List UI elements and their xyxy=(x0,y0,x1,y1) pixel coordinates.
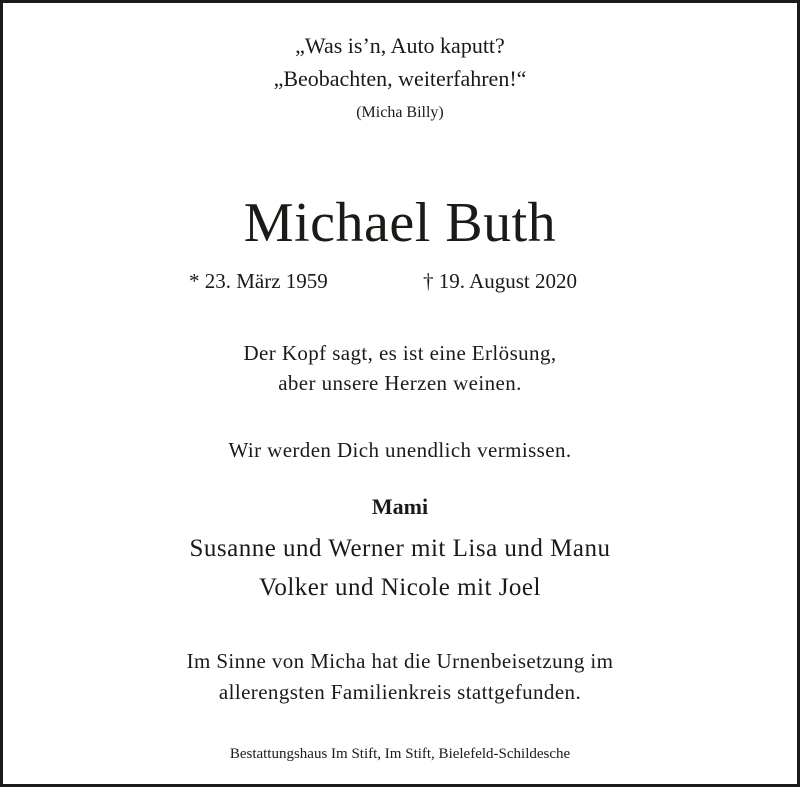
quote-attribution: (Micha Billy) xyxy=(356,104,444,121)
quote-line-1: „Was is’n, Auto kaputt? xyxy=(295,33,505,58)
text-line-3: Wir werden Dich unendlich vermissen. xyxy=(228,438,572,462)
deceased-name: Michael Buth xyxy=(243,192,557,254)
death-date: † 19. August 2020 xyxy=(423,269,578,293)
funeral-home: Bestattungshaus Im Stift, Im Stift, Bielefeld-Schildesche xyxy=(229,746,571,762)
life-dates xyxy=(3,269,797,297)
text-line-2: aber unsere Herzen weinen. xyxy=(278,371,522,395)
family-mother: Mami xyxy=(371,494,429,519)
birth-date: * 23. März 1959 xyxy=(189,269,328,293)
notice-line-1: Im Sinne von Micha hat die Urnenbeisetzung im xyxy=(186,649,614,673)
notice-line-2: allerengsten Familienkreis stattgefunden. xyxy=(218,680,582,704)
family-line-1: Susanne und Werner mit Lisa und Manu xyxy=(189,535,611,562)
text-line-1: Der Kopf sagt, es ist eine Erlösung, xyxy=(243,341,557,365)
family-line-2: Volker und Nicole mit Joel xyxy=(259,574,541,601)
quote-line-2: „Beobachten, weiterfahren!“ xyxy=(273,66,527,91)
